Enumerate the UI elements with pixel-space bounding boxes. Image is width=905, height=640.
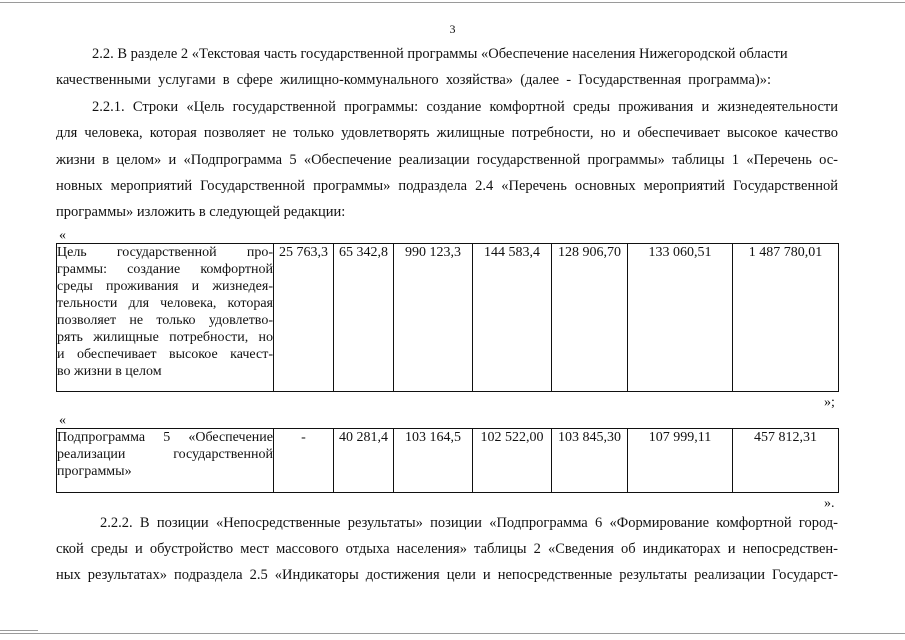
goal-value-cell: 25 763,3 <box>274 244 334 392</box>
goal-value-cell: 1 487 780,01 <box>733 244 839 392</box>
subprogram-value-cell: 103 164,5 <box>394 429 473 493</box>
paragraph-2-line-5: программы» изложить в следующей редакции: <box>56 204 346 220</box>
paragraph-1-line-2: качественными услугами в сфере жилищно-коммунального хозяйства» (далее - Государственная программа)»: <box>56 72 771 88</box>
closing-quote-1: »; <box>824 395 835 410</box>
opening-quote-2: « <box>59 413 66 428</box>
closing-quote-2: ». <box>824 496 835 511</box>
goal-value-cell: 128 906,70 <box>552 244 628 392</box>
subprogram-value-cell: 107 999,11 <box>628 429 733 493</box>
scan-edge-bottom-mark <box>0 630 38 631</box>
subprogram-value-cell: 102 522,00 <box>473 429 552 493</box>
subprogram-name-line: реализации государственной <box>57 447 273 462</box>
row-name-subprogram-5 <box>57 429 274 493</box>
table-subprogram-row <box>56 428 839 493</box>
subprogram-value-cell: 40 281,4 <box>334 429 394 493</box>
goal-value-cell: 65 342,8 <box>334 244 394 392</box>
goal-name-line: среды проживания и жизнедея- <box>57 279 273 294</box>
subprogram-value-cell: 457 812,31 <box>733 429 839 493</box>
goal-name-line: и обеспечивает высокое качест- <box>57 347 273 362</box>
subprogram-value-cell: - <box>274 429 334 493</box>
paragraph-3-line-1: 2.2.2. В позиции «Непосредственные результаты» позиции «Подпрограмма 6 «Формирование комфортной город- <box>100 515 838 531</box>
goal-value-cell: 990 123,3 <box>394 244 473 392</box>
goal-name-line: тельности для человека, которая <box>57 296 273 311</box>
goal-name-line: граммы: создание комфортной <box>57 262 273 277</box>
goal-name-line: позволяет не только удовлетво- <box>57 313 273 328</box>
paragraph-2-line-3: жизни в целом» и «Подпрограмма 5 «Обеспечение реализации государственной программы» таблицы 1 «Перечень ос- <box>56 152 838 168</box>
goal-name-line: рять жилищные потребности, но <box>57 330 273 345</box>
opening-quote-1: « <box>59 228 66 243</box>
scan-edge-top <box>0 2 905 3</box>
paragraph-3-line-2: ской среды и обустройство мест массового отдыха населения» таблицы 2 «Сведения об индикаторах и непосредствен- <box>56 541 838 557</box>
subprogram-name-line: программы» <box>57 464 132 479</box>
goal-value-cell: 144 583,4 <box>473 244 552 392</box>
row-name-goal <box>57 244 274 392</box>
goal-name-line: во жизни в целом <box>57 364 162 379</box>
scan-edge-bottom <box>0 633 905 634</box>
paragraph-2-line-4: новных мероприятий Государственной программы» подраздела 2.4 «Перечень основных мероприятий Государственной <box>56 178 838 194</box>
paragraph-2-line-2: для человека, которая позволяет не только удовлетворять жилищные потребности, но и обеспечивает высокое качество <box>56 125 838 141</box>
goal-value-cell: 133 060,51 <box>628 244 733 392</box>
paragraph-1-line-1: 2.2. В разделе 2 «Текстовая часть государственной программы «Обеспечение населения Нижегородской области <box>92 46 788 62</box>
subprogram-name-line: Подпрограмма 5 «Обеспечение <box>57 430 273 445</box>
goal-name-line: Цель государственной про- <box>57 245 273 260</box>
paragraph-3-line-3: ных результатах» подраздела 2.5 «Индикаторы достижения цели и непосредственные результаты реализации Государст- <box>56 567 838 583</box>
table-goal-row <box>56 243 839 392</box>
page-number: 3 <box>449 22 456 36</box>
paragraph-2-line-1: 2.2.1. Строки «Цель государственной программы: создание комфортной среды проживания и жизнедеятельности <box>92 99 838 115</box>
subprogram-value-cell: 103 845,30 <box>552 429 628 493</box>
